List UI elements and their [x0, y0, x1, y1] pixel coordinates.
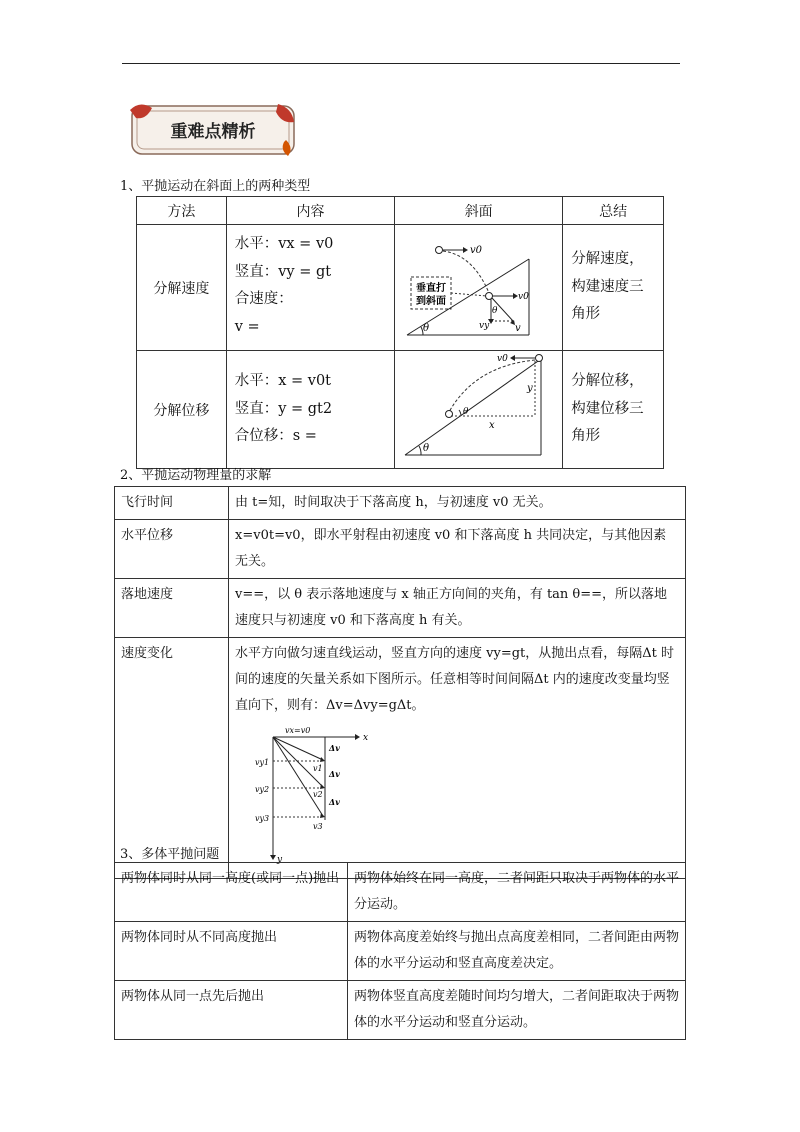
velocity-change-diagram — [255, 725, 375, 865]
theta-label: θ — [423, 443, 430, 454]
content-cell — [226, 225, 395, 351]
box-label-2: 到斜面 — [416, 296, 447, 307]
row-text: v==，以 θ 表示落地速度与 x 轴正方向间的夹角，有 tan θ==，所以落地速度只与初速度 v0 和下落高度 h 有关。 — [229, 579, 686, 638]
vy-label: vy3 — [255, 814, 270, 823]
displacement-incline-diagram — [395, 351, 561, 464]
v-label: v1 — [313, 764, 323, 773]
row-label: 飞行时间 — [115, 487, 229, 520]
vx-label: v0 — [518, 292, 530, 302]
content-line: 合位移：s = — [234, 428, 317, 445]
vy-label: vy — [479, 321, 490, 331]
table-row — [137, 225, 664, 351]
summary-cell — [563, 351, 664, 469]
row-text: 两物体高度差始终与抛出点高度差相同，二者间距由两物体的水平分运动和竖直高度差决定。 — [348, 922, 686, 981]
table-header-row — [137, 197, 664, 225]
row-label: 两物体从同一点先后抛出 — [115, 981, 348, 1040]
x-label: x — [489, 420, 495, 431]
vy-label: vy1 — [255, 758, 270, 767]
theta-label: θ — [423, 323, 430, 334]
row-text: 两物体始终在同一高度，二者间距只取决于两物体的水平分运动。 — [348, 863, 686, 922]
content-cell — [226, 351, 395, 469]
row-text: x=v0t=v0，即水平射程由初速度 v0 和下落高度 h 共同决定，与其他因素无关。 — [229, 520, 686, 579]
row-cell — [229, 638, 686, 879]
banner-title: 重难点精析 — [170, 122, 256, 142]
table-row — [115, 863, 686, 922]
v-label: v — [515, 323, 521, 334]
row-label: 两物体同时从同一高度(或同一点)抛出 — [115, 863, 348, 922]
dv-label: Δv — [329, 769, 340, 779]
summary-line: 分解速度， — [571, 251, 644, 268]
table-row — [115, 520, 686, 579]
incline-diagram-cell — [395, 351, 563, 469]
vy-label: vy2 — [255, 785, 270, 794]
v0-label: v0 — [470, 245, 483, 256]
table-row — [115, 981, 686, 1040]
content-line: 竖直：vy = gt — [234, 263, 332, 280]
box-label-1: 垂直打 — [416, 283, 447, 294]
section1-heading: 1、平抛运动在斜面上的两种类型 — [120, 179, 311, 194]
content-line: 水平：vx = v0 — [234, 236, 334, 252]
section2-heading: 2、平抛运动物理量的求解 — [120, 468, 272, 483]
header-content: 内容 — [226, 197, 395, 225]
theta-label: θ — [463, 407, 469, 417]
row-text: 水平方向做匀速直线运动，竖直方向的速度 vy=gt，从抛出点看，每隔Δt 时间的速度的矢量关系如下图所示。任意相等时间间隔Δt 内的速度改变量均竖直向下，则有：Δv=Δvy=gΔt。 — [235, 646, 675, 713]
summary-line: 构建速度三 — [571, 278, 644, 295]
row-text: 两物体竖直高度差随时间均匀增大，二者间距取决于两物体的水平分运动和竖直分运动。 — [348, 981, 686, 1040]
incline-diagram-cell — [395, 225, 563, 351]
table-row — [115, 922, 686, 981]
header-summary: 总结 — [563, 197, 664, 225]
summary-line: 角形 — [571, 306, 601, 323]
summary-cell — [563, 225, 664, 351]
dv-label: Δv — [329, 797, 340, 807]
axis-y-label: y — [277, 855, 283, 865]
method-cell: 分解速度 — [137, 225, 227, 351]
row-text: 由 t=知，时间取决于下落高度 h，与初速度 v0 无关。 — [229, 487, 686, 520]
dv-label: Δv — [329, 743, 340, 753]
summary-line: 构建位移三 — [571, 400, 644, 417]
content-line: 合速度： — [234, 291, 293, 308]
content-line: 竖直：y = gt2 — [234, 400, 333, 417]
y-label: y — [527, 383, 533, 394]
content-line: 水平：x = v0t — [234, 373, 331, 390]
section-banner — [128, 100, 298, 160]
theta-label: θ — [492, 306, 498, 316]
row-label: 速度变化 — [115, 638, 229, 879]
summary-line: 角形 — [571, 428, 601, 445]
row-label: 两物体同时从不同高度抛出 — [115, 922, 348, 981]
table-row — [137, 351, 664, 469]
table-row — [115, 579, 686, 638]
vx-top-label: vx=v0 — [285, 726, 311, 735]
velocity-incline-diagram — [395, 225, 561, 346]
summary-line: 分解位移， — [571, 373, 644, 390]
header-incline: 斜面 — [395, 197, 563, 225]
method-cell: 分解位移 — [137, 351, 227, 469]
content-line: v = — [234, 318, 260, 335]
v-label: v3 — [313, 822, 323, 831]
header-rule — [122, 63, 680, 64]
axis-x-label: x — [363, 733, 369, 743]
row-label: 水平位移 — [115, 520, 229, 579]
quantities-table — [114, 486, 686, 879]
row-label: 落地速度 — [115, 579, 229, 638]
v-label: v2 — [313, 790, 323, 799]
v0-label: v0 — [497, 354, 509, 364]
section3-heading: 3、多体平抛问题 — [120, 847, 220, 862]
multi-body-table — [114, 862, 686, 1040]
incline-types-table — [136, 196, 664, 469]
header-method: 方法 — [137, 197, 227, 225]
table-row — [115, 487, 686, 520]
